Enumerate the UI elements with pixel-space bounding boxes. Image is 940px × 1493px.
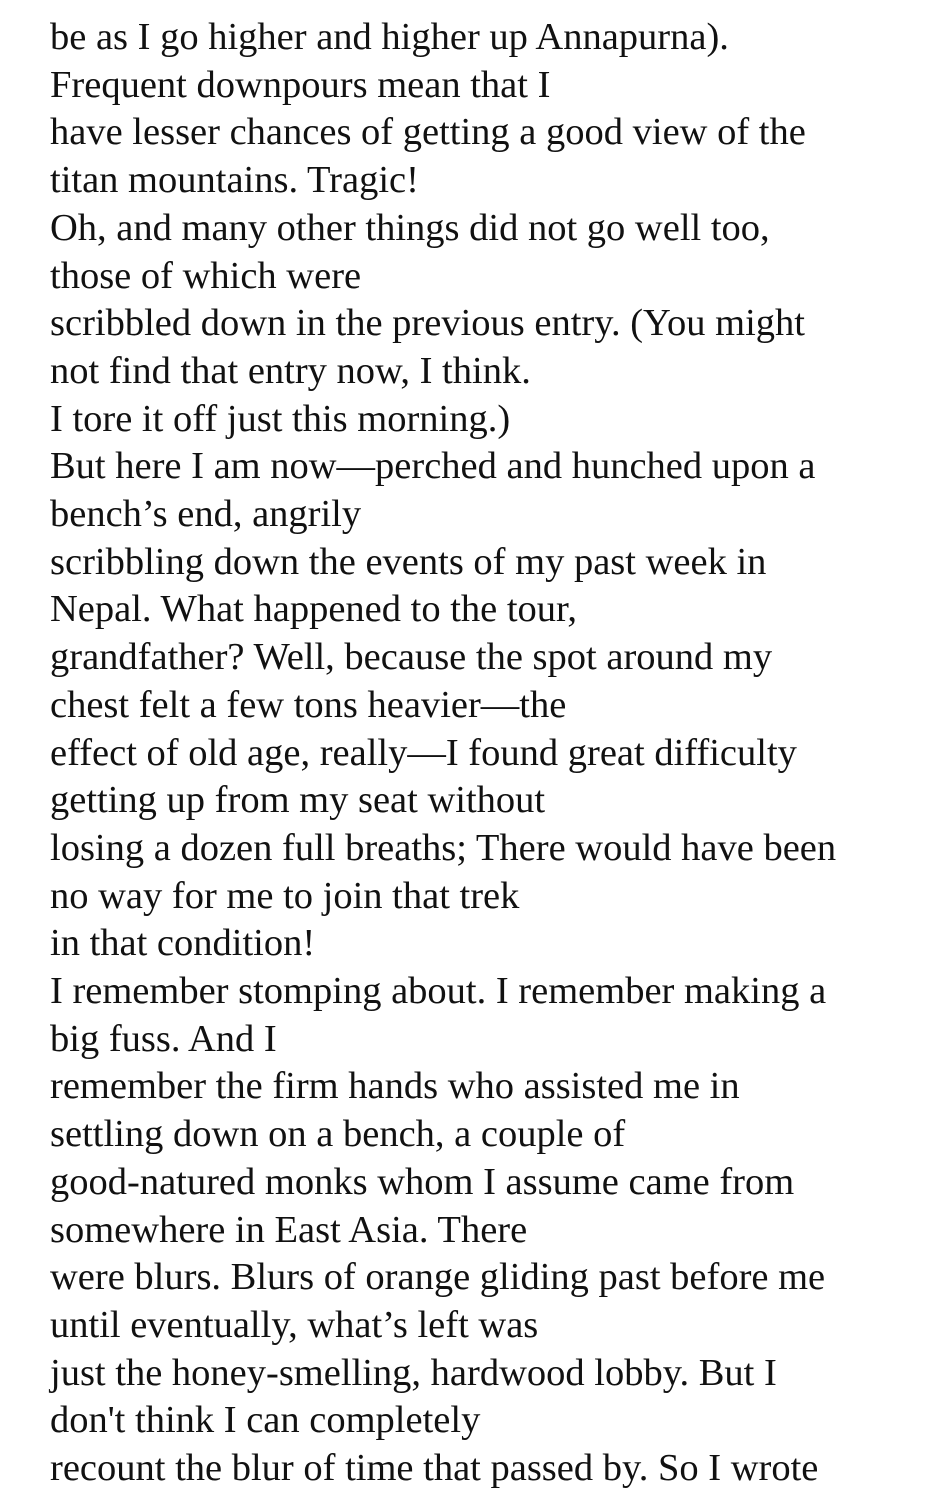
text-line: good-natured monks whom I assume came from <box>50 1160 795 1203</box>
text-line: not find that entry now, I think. <box>50 349 531 392</box>
text-line: I remember stomping about. I remember making a <box>50 970 827 1013</box>
text-line: until eventually, what’s left was <box>50 1303 539 1346</box>
text-line: getting up from my seat without <box>50 779 546 822</box>
text-line: Nepal. What happened to the tour, <box>50 588 577 631</box>
text-line: Oh, and many other things did not go well too, <box>50 206 770 249</box>
text-line: grandfather? Well, because the spot around my <box>50 636 773 679</box>
text-line: losing a dozen full breaths; There would have been <box>50 826 837 869</box>
text-line: remember the firm hands who assisted me in <box>50 1065 740 1108</box>
text-line: But here I am now—perched and hunched upon a <box>50 445 816 488</box>
text-line: titan mountains. Tragic! <box>50 159 419 202</box>
text-line: in that condition! <box>50 922 316 965</box>
text-line: somewhere in East Asia. There <box>50 1208 528 1251</box>
text-line: Frequent downpours mean that I <box>50 63 551 106</box>
text-line: don't think I can completely <box>50 1399 481 1442</box>
text-line: effect of old age, really—I found great difficulty <box>50 731 797 774</box>
text-line: be as I go higher and higher up Annapurna). <box>50 16 729 58</box>
text-line: big fuss. And I <box>50 1017 277 1060</box>
text-line: no way for me to join that trek <box>50 874 520 917</box>
text-line: I tore it off just this morning.) <box>50 397 511 440</box>
text-line: have lesser chances of getting a good view of the <box>50 111 806 154</box>
text-line: scribbled down in the previous entry. (You might <box>50 302 805 345</box>
text-line-cut-off: recount the blur of time that passed by. So I wrote <box>50 1447 819 1490</box>
text-line: were blurs. Blurs of orange gliding past before me <box>50 1256 826 1299</box>
journal-text <box>50 14 930 1493</box>
text-line: just the honey-smelling, hardwood lobby. But I <box>50 1351 777 1394</box>
text-line: scribbling down the events of my past week in <box>50 540 767 583</box>
text-line: chest felt a few tons heavier—the <box>50 683 567 726</box>
text-line: bench’s end, angrily <box>50 493 362 536</box>
text-line: settling down on a bench, a couple of <box>50 1113 626 1156</box>
text-line: those of which were <box>50 254 362 297</box>
